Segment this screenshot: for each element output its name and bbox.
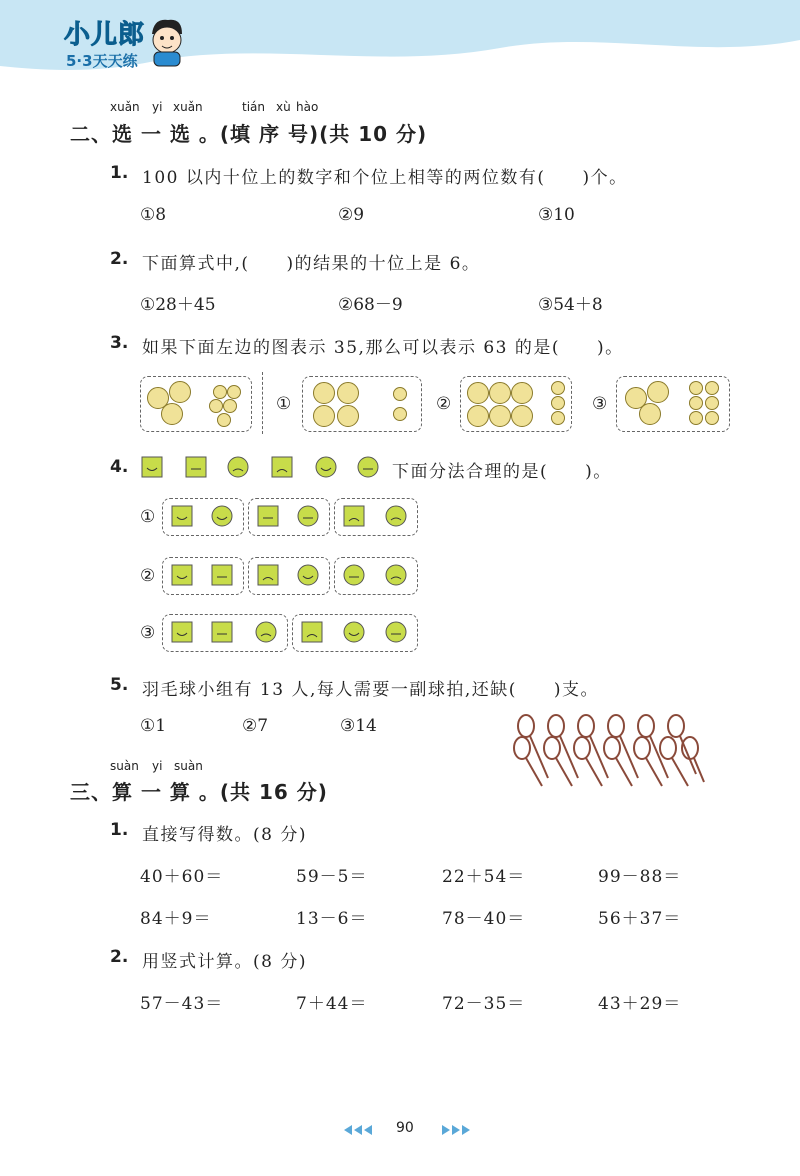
q5-text: 羽毛球小组有 13 人,每人需要一副球拍,还缺( )支。 [142,680,600,700]
calc-item: 40＋60＝ [140,867,224,887]
q2-option-2: ②68－9 [338,295,403,315]
q3-option-3-label: ③ [592,394,608,414]
ten-circle [511,382,533,404]
q1-option-1: ①8 [140,205,167,225]
q5-option-3: ③14 [340,716,377,736]
one-circle [551,396,565,410]
q2-option-1: ①28＋45 [140,295,216,315]
q3-option-3-group [616,376,730,432]
ten-circle [467,405,489,427]
q3-option-1-label: ① [276,394,292,414]
q2-text: 下面算式中,( )的结果的十位上是 6。 [142,254,481,274]
pinyin-xuan1: xuǎn [110,100,140,114]
mascot-icon [146,16,186,72]
ten-circle [337,382,359,404]
calc-item: 84＋9＝ [140,909,212,929]
q3-number: 3. [110,333,129,353]
q5-option-1: ①1 [140,716,167,736]
one-circle [551,411,565,425]
s3-q1-text: 直接写得数。(8 分) [142,825,307,845]
prev-arrows-icon [340,1122,380,1141]
q3-reference-group [140,376,252,432]
pinyin-suan2: suàn [174,759,203,773]
q1-text: 100 以内十位上的数字和个位上相等的两位数有( )个。 [142,168,628,188]
one-circle [223,399,237,413]
q4-option-2-faces [162,557,422,597]
calc-item: 57－43＝ [140,994,224,1014]
calc-item: 78－40＝ [442,909,526,929]
brand-logo: 小儿郎 [64,20,146,50]
q2-option-3: ③54＋8 [538,295,603,315]
one-circle [393,407,407,421]
q4-text: 下面分法合理的是( )。 [392,462,612,482]
pinyin-yi: yi [152,100,163,114]
ten-circle [639,403,661,425]
calc-item: 7＋44＝ [296,994,368,1014]
one-circle [551,381,565,395]
pinyin-hao: hào [296,100,319,114]
q2-number: 2. [110,249,129,269]
calc-item: 43＋29＝ [598,994,682,1014]
q4-option-3-faces [162,614,422,654]
next-arrows-icon [434,1122,474,1141]
ten-circle [467,382,489,404]
calc-item: 56＋37＝ [598,909,682,929]
one-circle [227,385,241,399]
one-circle [393,387,407,401]
q3-text: 如果下面左边的图表示 35,那么可以表示 63 的是( )。 [142,338,624,358]
pinyin-yi2: yi [152,759,163,773]
ten-circle [511,405,533,427]
s3-q2-number: 2. [110,947,129,967]
calc-item: 99－88＝ [598,867,682,887]
pinyin-tian: tián [242,100,265,114]
q1-option-3: ③10 [538,205,575,225]
one-circle [213,385,227,399]
one-circle [705,411,719,425]
calc-item: 72－35＝ [442,994,526,1014]
section2-title: 二、选 一 选 。(填 序 号)(共 10 分) [70,122,428,146]
one-circle [705,396,719,410]
q3-option-1-group [302,376,422,432]
q4-option-3-label: ③ [140,623,156,643]
one-circle [705,381,719,395]
q1-number: 1. [110,163,129,183]
q4-option-1-faces [162,498,422,538]
q4-number: 4. [110,457,129,477]
q4-faces-svg [138,453,388,481]
s3-q1-number: 1. [110,820,129,840]
one-circle [689,411,703,425]
calc-item: 22＋54＝ [442,867,526,887]
section3-title: 三、算 一 算 。(共 16 分) [70,780,328,804]
q4-faces-row [138,453,388,481]
calc-item: 13－6＝ [296,909,368,929]
ten-circle [169,381,191,403]
ten-circle [647,381,669,403]
ten-circle [161,403,183,425]
ten-circle [489,405,511,427]
q1-option-2: ②9 [338,205,365,225]
q5-option-2: ②7 [242,716,269,736]
q3-option-2-group [460,376,572,432]
ten-circle [489,382,511,404]
one-circle [689,381,703,395]
calc-item: 59－5＝ [296,867,368,887]
ten-circle [313,382,335,404]
pinyin-xu: xù [276,100,291,114]
q4-option-2-label: ② [140,566,156,586]
one-circle [217,413,231,427]
ten-circle [313,405,335,427]
one-circle [689,396,703,410]
q3-divider [262,372,263,434]
pinyin-xuan2: xuǎn [173,100,203,114]
q4-option-1-label: ① [140,507,156,527]
one-circle [209,399,223,413]
s3-q2-text: 用竖式计算。(8 分) [142,952,307,972]
q5-number: 5. [110,675,129,695]
ten-circle [337,405,359,427]
pinyin-suan1: suàn [110,759,139,773]
series-name: 5·3天天练 [66,52,138,70]
page-number: 90 [396,1120,414,1136]
badminton-rackets-icon [508,708,708,794]
q3-option-2-label: ② [436,394,452,414]
